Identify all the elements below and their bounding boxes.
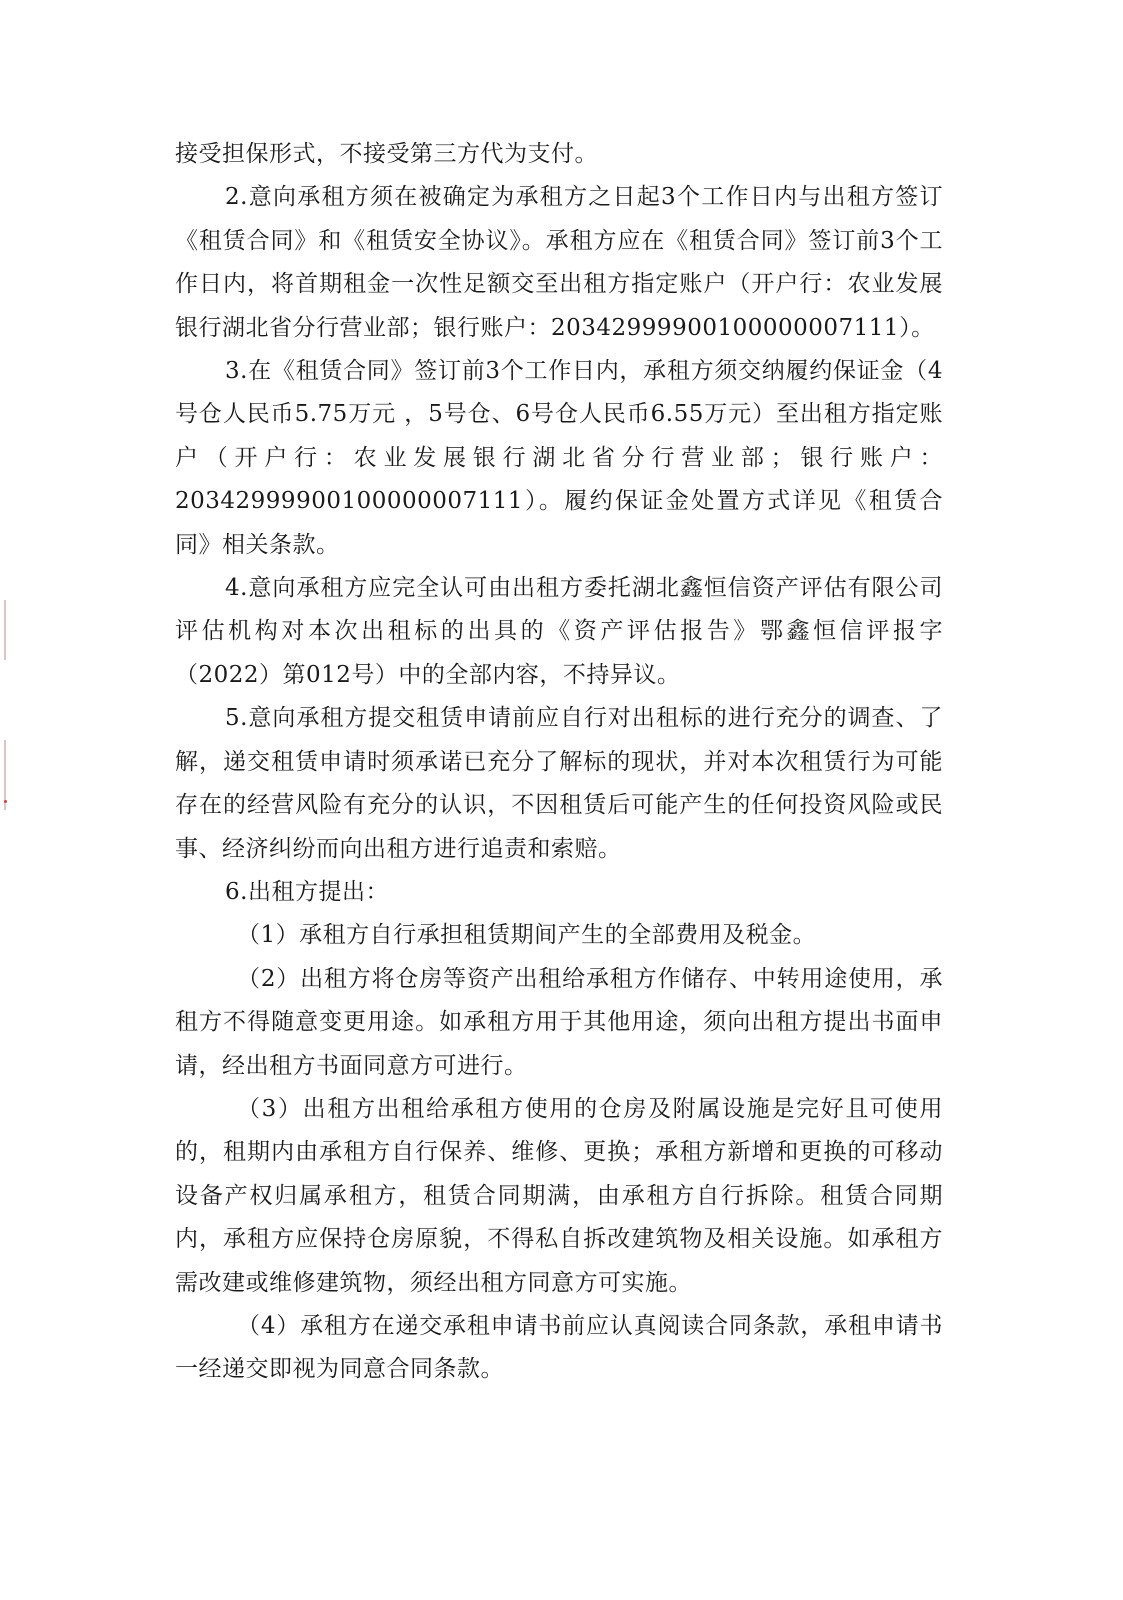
paragraph-clause-2: 2.意向承租方须在被确定为承租方之日起3个工作日内与出租方签订《租赁合同》和《租赁安全协议》。承租方应在《租赁合同》签订前3个工作日内，将首期租金一次性足额交至出租方指定账户（开户行：农业发展银行湖北省分行营业部；银行账户：20342999900100000007111）。 (175, 184, 943, 341)
paragraph-clause-5: 5.意向承租方提交租赁申请前应自行对出租标的进行充分的调查、了解，递交租赁申请时须承诺已充分了解标的现状，并对本次租赁行为可能存在的经营风险有充分的认识，不因租赁后可能产生的任何投资风险或民事、经济纠纷而向出租方进行追责和索赔。 (175, 705, 943, 862)
paragraph-clause-3: 3.在《租赁合同》签订前3个工作日内，承租方须交纳履约保证金（4号仓人民币5.75万元 ，5号仓、6号仓人民币6.55万元）至出租方指定账户（开户行：农业发展银行湖北省分行营业部；银行账户：20342999900100000007111）。履约保证金处置方式详见《租赁合同》相关条款。 (175, 358, 943, 558)
paragraph-continuation: 接受担保形式，不接受第三方代为支付。 (175, 141, 598, 167)
scan-artifact-dot (4, 800, 7, 803)
paragraph-item-3: （3）出租方出租给承租方使用的仓房及附属设施是完好且可使用的，租期内由承租方自行保养、维修、更换；承租方新增和更换的可移动设备产权归属承租方，租赁合同期满，由承租方自行拆除。租赁合同期内，承租方应保持仓房原貌，不得私自拆改建筑物及相关设施。如承租方需改建或维修建筑物，须经出租方同意方可实施。 (175, 1095, 943, 1296)
paragraph-clause-6: 6.出租方提出： (225, 878, 389, 905)
paragraph-item-1: （1）承租方自行承担租赁期间产生的全部费用及税金。 (237, 922, 817, 949)
scan-artifact (4, 600, 6, 660)
document-body (175, 133, 943, 1392)
paragraph-clause-4: 4.意向承租方应完全认可由出租方委托湖北鑫恒信资产评估有限公司评估机构对本次出租标的出具的《资产评估报告》鄂鑫恒信评报字（2022）第012号）中的全部内容，不持异议。 (175, 575, 943, 688)
paragraph-item-4: （4）承租方在递交承租申请书前应认真阅读合同条款，承租申请书一经递交即视为同意合同条款。 (175, 1312, 943, 1383)
paragraph-item-2: （2）出租方将仓房等资产出租给承租方作储存、中转用途使用，承租方不得随意变更用途。如承租方用于其他用途，须向出租方提出书面申请，经出租方书面同意方可进行。 (175, 965, 943, 1079)
